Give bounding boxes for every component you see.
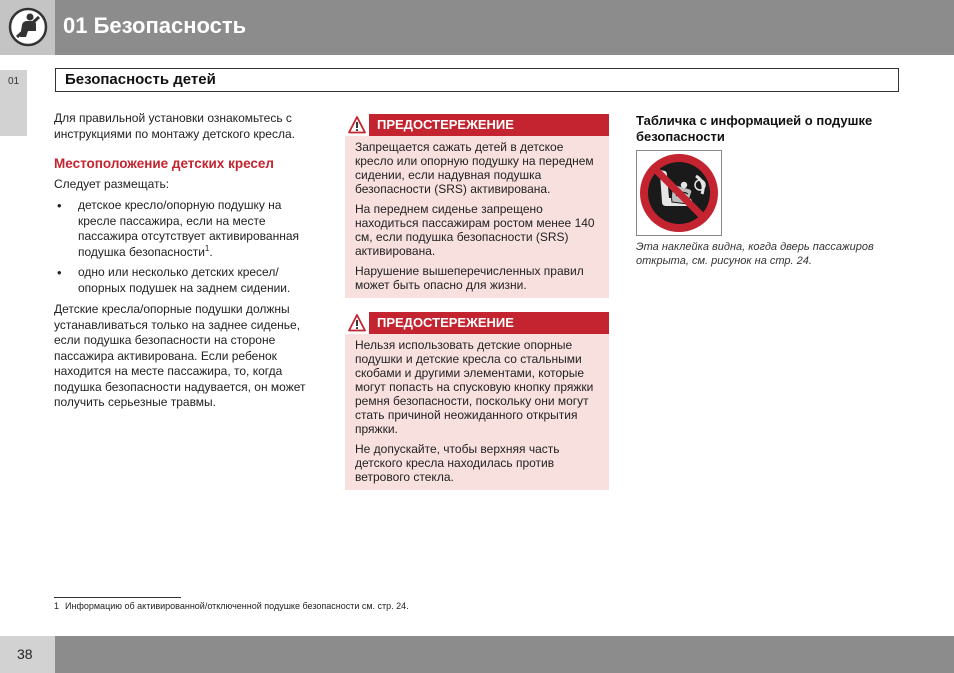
airbag-label-caption: Эта наклейка видна, когда дверь пассажиров открыта, см. рисунок на стр. 24. [636, 241, 874, 267]
warning-box [345, 114, 609, 298]
placement-list [54, 198, 316, 296]
list-item-end: . [209, 244, 213, 259]
footnote-text: Информацию об активированной/отключенной подушке безопасности см. стр. 24. [65, 601, 409, 611]
footnote-ref[interactable]: 1 [204, 243, 210, 253]
warning-body [345, 136, 609, 292]
warning-triangle-icon [348, 116, 366, 134]
warning-paragraph: Не допускайте, чтобы верхняя часть детского кресла находилась против ветрового стекла. [355, 442, 560, 484]
warning-triangle-icon [348, 314, 366, 332]
page-number-box [0, 636, 55, 673]
footnote-divider [54, 597, 181, 598]
warning-title: ПРЕДОСТЕРЕЖЕНИЕ [377, 315, 514, 330]
section-title: Безопасность детей [65, 71, 216, 88]
warning-paragraph: Нельзя использовать детские опорные подушки и детские кресла со стальными скобами и другими элементами, которые могут попасть на спусковую кнопку пряжки ремня безопасности, поскольку они могут стать причиной неожиданного открытия пряжки. [355, 338, 594, 436]
list-item [54, 265, 316, 296]
no-child-seat-airbag-icon [638, 152, 720, 234]
chapter-side-tab[interactable] [0, 70, 27, 136]
warning-paragraph: Запрещается сажать детей в детское кресло или опорную подушку на переднем сидении, если надувная подушка безопасности (SRS) активирована. [355, 140, 594, 196]
subheading-seat-location: Местоположение детских кресел [54, 156, 274, 171]
closing-paragraph: Детские кресла/опорные подушки должны устанавливаться только на заднее сиденье, если подушка безопасности на стороне пассажира активирована. Если ребенок находится на месте пассажира, то, когда подушка безопасности надувается, он может получить серьезные травмы. [54, 302, 306, 409]
footnote [54, 600, 409, 612]
warning-header [345, 114, 609, 136]
warning-header [345, 312, 609, 334]
warning-icon-box [345, 312, 369, 334]
page-number: 38 [17, 646, 33, 662]
seatbelt-safety-icon [8, 7, 48, 47]
footnote-number: 1 [54, 601, 60, 611]
lead-paragraph: Следует размещать: [54, 176, 170, 191]
chapter-logo-box [0, 0, 55, 55]
chapter-side-tab-label: 01 [8, 76, 20, 87]
warning-body [345, 334, 609, 484]
intro-paragraph: Для правильной установки ознакомьтесь с инструкциями по монтажу детского кресла. [54, 111, 295, 141]
list-item [54, 198, 316, 260]
chapter-title: 01 Безопасность [63, 13, 247, 38]
section-header [55, 68, 899, 92]
column-left [54, 111, 316, 411]
column-right [636, 113, 898, 267]
warning-paragraph: Нарушение вышеперечисленных правил может быть опасно для жизни. [355, 264, 584, 292]
warning-icon-box [345, 114, 369, 136]
list-item-text: одно или несколько детских кресел/ опорных подушек на заднем сидении. [78, 265, 291, 295]
warning-box [345, 312, 609, 490]
airbag-label-image [636, 150, 722, 236]
airbag-label-heading: Табличка с информацией о подушке безопасности [636, 113, 873, 144]
footer-bar [0, 636, 954, 673]
list-item-text: детское кресло/опорную подушку на кресле пассажира, если на месте пассажира отсутствует активированная подушка безопасности [78, 198, 299, 259]
warning-title: ПРЕДОСТЕРЕЖЕНИЕ [377, 117, 514, 132]
warning-paragraph: На переднем сиденье запрещено находиться пассажирам ростом менее 140 см, если подушка безопасности (SRS) активирована. [355, 202, 595, 258]
